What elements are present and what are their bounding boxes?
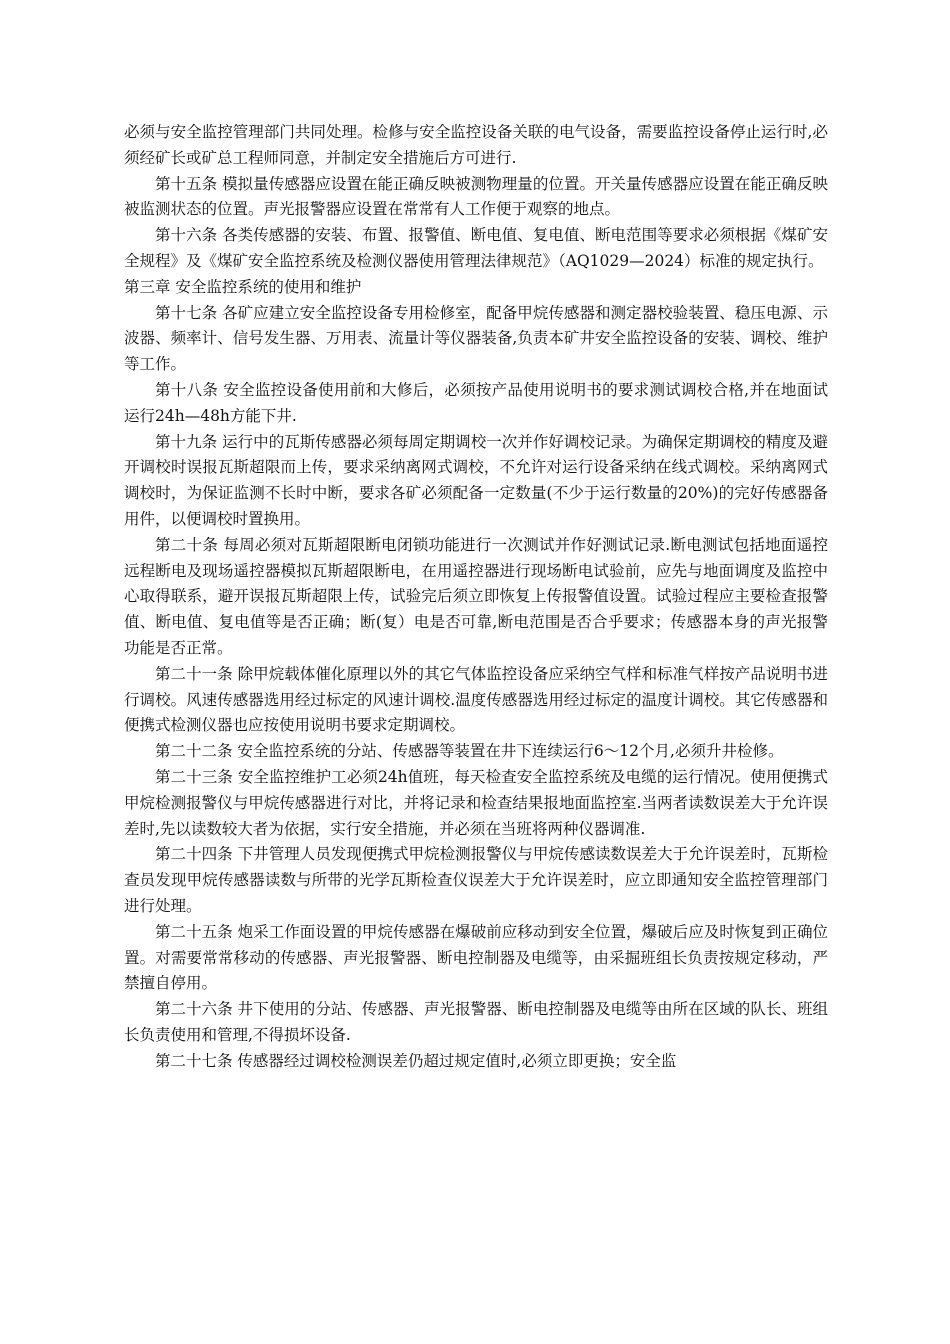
article-15: 第十五条 模拟量传感器应设置在能正确反映被测物理量的位置。开关量传感器应设置在能正确反映被监测状态的位置。声光报警器应设置在常常有人工作便于观察的地点。 bbox=[124, 174, 828, 219]
article-26: 第二十六条 井下使用的分站、传感器、声光报警器、断电控制器及电缆等由所在区域的队长、班组长负责使用和管理,不得损坏设备. bbox=[124, 1000, 828, 1044]
article-16: 第十六条 各类传感器的安装、布置、报警值、断电值、复电值、断电范围等要求必须根据《煤矿安全规程》及《煤矿安全监控系统及检测仪器使用管理法律规范》（AQ1029—2024）标准的规定执行。 bbox=[124, 226, 828, 270]
article-24: 第二十四条 下井管理人员发现便携式甲烷检测报警仪与甲烷传感读数误差大于允许误差时，瓦斯检查员发现甲烷传感器读数与所带的光学瓦斯检查仪误差大于允许误差时，应立即通知安全监控管理部门进行处理。 bbox=[124, 845, 828, 915]
article-18: 第十八条 安全监控设备使用前和大修后，必须按产品使用说明书的要求测试调校合格,并在地面试运行24h—48h方能下井. bbox=[124, 380, 828, 425]
paragraph-continuation: 必须与安全监控管理部门共同处理。检修与安全监控设备关联的电气设备，需要监控设备停止运行时,必须经矿长或矿总工程师同意，并制定安全措施后方可进行. bbox=[124, 123, 828, 167]
article-25: 第二十五条 炮采工作面设置的甲烷传感器在爆破前应移动到安全位置，爆破后应及时恢复到正确位置。对需要常常移动的传感器、声光报警器、断电控制器及电缆等，由采掘班组长负责按规定移动，严禁擅自停用。 bbox=[124, 922, 828, 993]
article-23: 第二十三条 安全监控维护工必须24h值班，每天检查安全监控系统及电缆的运行情况。使用便携式甲烷检测报警仪与甲烷传感器进行对比，并将记录和检查结果报地面监控室.当两者读数误差大于允许误差时,先以读数较大者为依据，实行安全措施，并必须在当班将两种仪器调准. bbox=[124, 767, 828, 838]
article-19: 第十九条 运行中的瓦斯传感器必须每周定期调校一次并作好调校记录。为确保定期调校的精度及避开调校时误报瓦斯超限而上传，要求采纳离网式调校，不允许对运行设备采纳在线式调校。采纳离网式调校时，为保证监测不长时中断，要求各矿必须配备一定数量(不少于运行数量的20%)的完好传感器备用件，以便调校时置换用。 bbox=[124, 432, 828, 528]
article-27: 第二十七条 传感器经过调校检测误差仍超过规定值时,必须立即更换；安全监 bbox=[155, 1051, 677, 1070]
article-20: 第二十条 每周必须对瓦斯超限断电闭锁功能进行一次测试并作好测试记录.断电测试包括地面遥控远程断电及现场遥控器模拟瓦斯超限断电，在用遥控器进行现场断电试验前，应先与地面调度及监控中心取得联系，避开误报瓦斯超限上传，试验完后须立即恢复上传报警值设置。试验过程应主要检查报警值、断电值、复电值等是否正确；断(复）电是否可靠,断电范围是否合乎要求；传感器本身的声光报警功能是否正常。 bbox=[124, 535, 828, 657]
chapter-3-heading: 第三章 安全监控系统的使用和维护 bbox=[124, 277, 362, 296]
document-page bbox=[124, 120, 828, 1074]
article-21: 第二十一条 除甲烷载体催化原理以外的其它气体监控设备应采纳空气样和标准气样按产品说明书进行调校。风速传感器选用经过标定的风速计调校.温度传感器选用经过标定的温度计调校。其它传感器和便携式检测仪器也应按使用说明书要求定期调校。 bbox=[124, 664, 828, 735]
article-22: 第二十二条 安全监控系统的分站、传感器等装置在井下连续运行6～12个月,必须升井检修。 bbox=[155, 742, 784, 761]
article-17: 第十七条 各矿应建立安全监控设备专用检修室，配备甲烷传感器和测定器校验装置、稳压电源、示波器、频率计、信号发生器、万用表、流量计等仪器装备,负责本矿井安全监控设备的安装、调校、维护等工作。 bbox=[124, 303, 828, 374]
